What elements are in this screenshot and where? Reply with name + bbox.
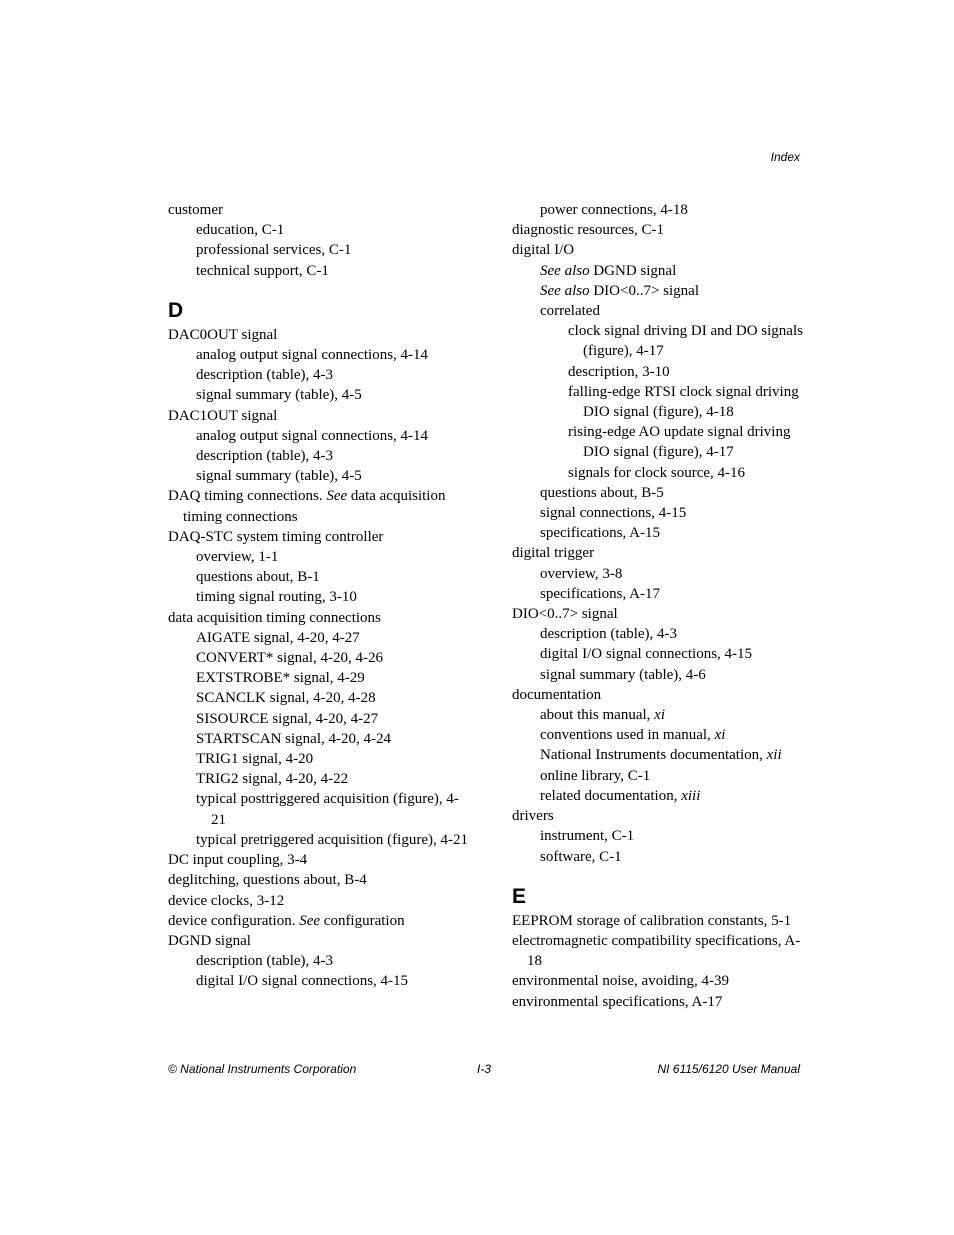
italic-text: See also (540, 262, 590, 279)
index-subentry: signal summary (table), 4-6 (540, 666, 706, 683)
entry-text: device configuration. (168, 912, 300, 929)
index-subsubentry: signals for clock source, 4-16 (568, 464, 746, 481)
index-subentry: STARTSCAN signal, 4-20, 4-24 (196, 730, 391, 747)
index-subentry: correlated (540, 303, 600, 320)
index-subentry: signal connections, 4-15 (540, 505, 687, 522)
entry-text: configuration (320, 912, 405, 929)
index-subentry: questions about, B-5 (540, 484, 664, 501)
index-subentry: AIGATE signal, 4-20, 4-27 (196, 629, 360, 646)
index-subentry: digital I/O signal connections, 4-15 (540, 646, 753, 663)
index-entry: drivers (512, 808, 554, 825)
index-subentry: signal summary (table), 4-5 (196, 468, 362, 485)
index-entry: electromagnetic compatibility specifications, A-18 (512, 932, 801, 970)
index-entry: DC input coupling, 3-4 (168, 852, 308, 869)
index-subentry: software, C-1 (540, 848, 622, 865)
index-subentry: analog output signal connections, 4-14 (196, 347, 429, 364)
index-subentry: specifications, A-17 (540, 585, 660, 602)
index-entry: EEPROM storage of calibration constants, 5-1 (512, 912, 792, 929)
running-head: Index (770, 150, 800, 164)
section-letter: E (512, 884, 527, 908)
index-entry: diagnostic resources, C-1 (512, 222, 665, 239)
index-subentry: description (table), 4-3 (196, 448, 334, 465)
index-subentry: technical support, C-1 (196, 262, 329, 279)
footer-copyright: © National Instruments Corporation (168, 1062, 357, 1076)
index-entry (168, 911, 468, 931)
index-subentry: signal summary (table), 4-5 (196, 387, 362, 404)
index-entry: device clocks, 3-12 (168, 892, 285, 909)
index-subsubentry: falling-edge RTSI clock signal driving DIO signal (figure), 4-18 (568, 383, 799, 421)
entry-text: DAQ timing connections. (168, 488, 327, 505)
index-subentry: EXTSTROBE* signal, 4-29 (196, 670, 365, 687)
footer-page-number: I-3 (477, 1062, 492, 1076)
index-subentry: SCANCLK signal, 4-20, 4-28 (196, 690, 376, 707)
footer-manual-title: NI 6115/6120 User Manual (657, 1062, 800, 1076)
entry-text: DGND signal (589, 262, 677, 279)
index-subentry: description (table), 4-3 (196, 367, 334, 384)
index-entry: environmental specifications, A-17 (512, 993, 723, 1010)
index-subentry (512, 745, 812, 765)
entry-text: DIO<0..7> signal (589, 282, 699, 299)
index-column-right (512, 200, 812, 1012)
index-entry: DAC0OUT signal (168, 326, 278, 343)
italic-text: xiii (681, 787, 701, 804)
index-subentry: timing signal routing, 3-10 (196, 589, 357, 606)
index-entry: DAQ-STC system timing controller (168, 528, 384, 545)
italic-text: xii (766, 747, 782, 764)
index-subentry: professional services, C-1 (196, 242, 352, 259)
index-entry: data acquisition timing connections (168, 609, 381, 626)
index-subentry: typical pretriggered acquisition (figure), 4-21 (196, 831, 468, 848)
index-subentry: overview, 1-1 (196, 549, 279, 566)
page-footer (168, 1062, 800, 1078)
index-entry: DIO<0..7> signal (512, 606, 618, 623)
index-subentry: overview, 3-8 (540, 565, 623, 582)
index-entry: DAC1OUT signal (168, 407, 278, 424)
entry-text: data acquisition timing connections (183, 488, 446, 525)
index-column-left (168, 200, 468, 992)
index-subsubentry: rising-edge AO update signal driving DIO signal (figure), 4-17 (568, 424, 791, 461)
index-subentry: specifications, A-15 (540, 525, 660, 542)
index-subentry: power connections, 4-18 (540, 202, 688, 218)
italic-text: xi (714, 727, 726, 744)
index-subentry: TRIG1 signal, 4-20 (196, 751, 314, 768)
index-subentry (512, 261, 812, 281)
italic-text: See (326, 488, 348, 505)
index-entry (168, 486, 468, 526)
index-subentry: SISOURCE signal, 4-20, 4-27 (196, 710, 379, 727)
index-subentry: TRIG2 signal, 4-20, 4-22 (196, 771, 349, 788)
entry-text: about this manual, (540, 707, 655, 724)
entry-text: related documentation, (540, 787, 682, 804)
index-entry: customer (168, 202, 223, 218)
italic-text: See also (540, 282, 590, 299)
index-entry: digital I/O (512, 242, 575, 259)
entry-text: conventions used in manual, (540, 727, 715, 744)
index-subentry: education, C-1 (196, 222, 285, 239)
entry-text: National Instruments documentation, (540, 747, 767, 764)
index-subsubentry: description, 3-10 (568, 363, 670, 380)
index-subentry: instrument, C-1 (540, 828, 635, 845)
index-subentry: CONVERT* signal, 4-20, 4-26 (196, 650, 384, 667)
index-subentry (512, 786, 812, 806)
italic-text: See (299, 912, 321, 929)
italic-text: xi (654, 707, 665, 724)
index-subsubentry: clock signal driving DI and DO signals (figure), 4-17 (568, 323, 803, 360)
index-entry: DGND signal (168, 932, 251, 949)
index-subentry (512, 705, 812, 725)
index-subentry: analog output signal connections, 4-14 (196, 427, 429, 444)
index-subentry: description (table), 4-3 (196, 953, 334, 970)
index-subentry: typical posttriggered acquisition (figure), 4-21 (196, 791, 459, 828)
index-subentry: description (table), 4-3 (540, 626, 678, 643)
index-entry: environmental noise, avoiding, 4-39 (512, 973, 730, 990)
index-subentry (512, 725, 812, 745)
index-subentry: digital I/O signal connections, 4-15 (196, 973, 409, 990)
index-subentry: online library, C-1 (540, 767, 651, 784)
section-letter: D (168, 298, 184, 322)
index-subentry: questions about, B-1 (196, 569, 320, 586)
index-entry: documentation (512, 686, 602, 703)
index-entry: digital trigger (512, 545, 595, 562)
index-entry: deglitching, questions about, B-4 (168, 872, 367, 889)
index-subentry (512, 281, 812, 301)
